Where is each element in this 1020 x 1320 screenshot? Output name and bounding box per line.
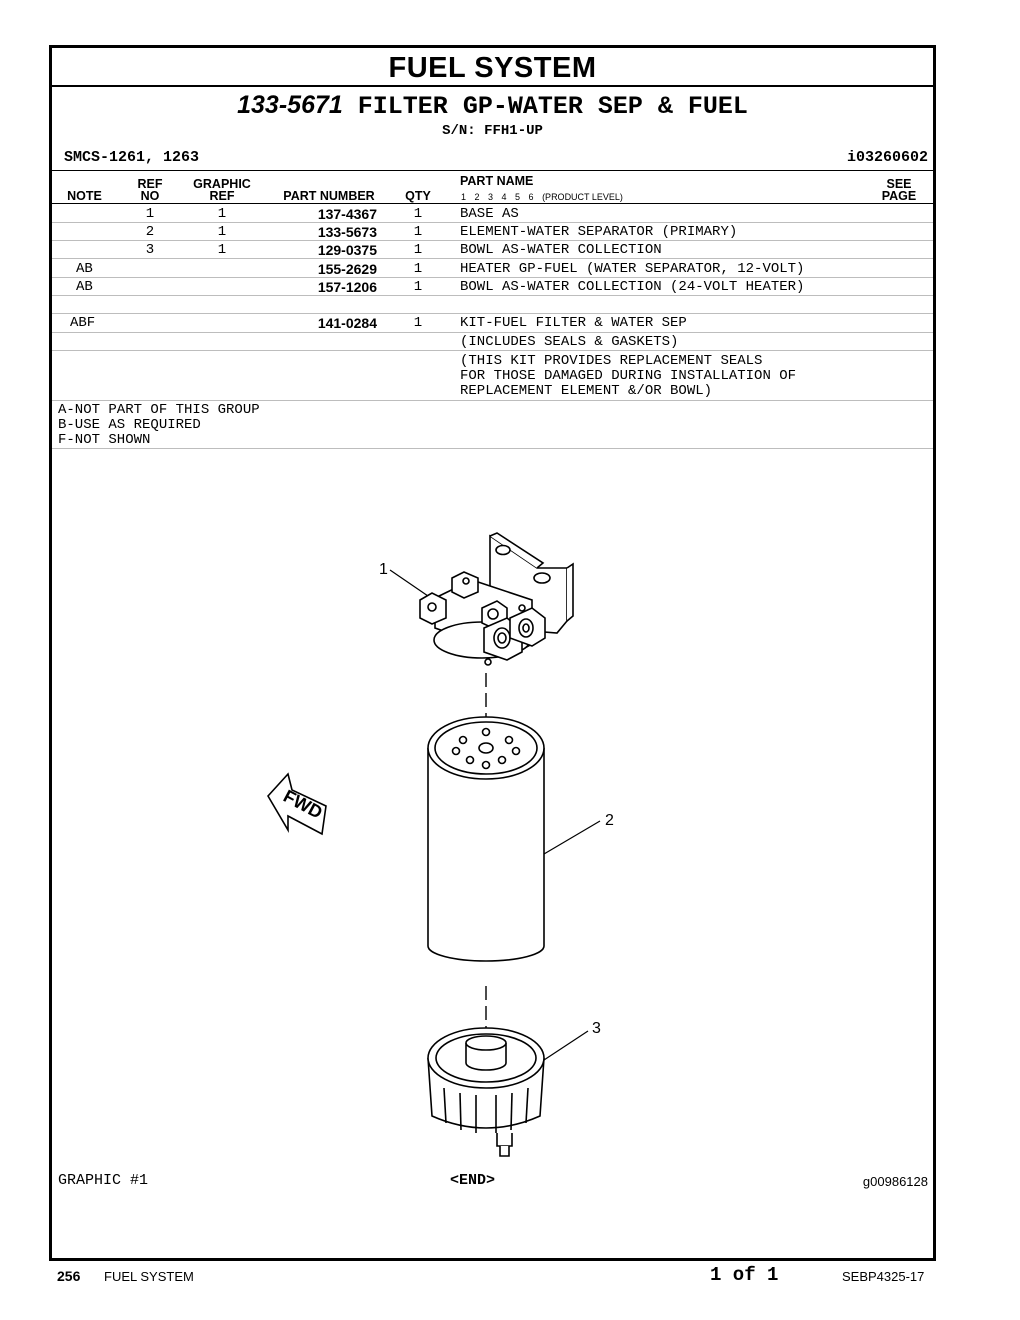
filter-element	[428, 717, 544, 961]
graphic-ref-header-1: GRAPHIC	[193, 177, 251, 191]
kit-comment: (INCLUDES SEALS & GASKETS)	[460, 334, 679, 350]
note-cell: AB	[76, 279, 93, 295]
footer-section: FUEL SYSTEM	[104, 1269, 194, 1284]
ref-no-cell: 2	[145, 224, 155, 240]
note-f: F-NOT SHOWN	[58, 432, 151, 448]
part-name-cell: KIT-FUEL FILTER & WATER SEP	[460, 315, 687, 331]
part-number-cell[interactable]: 129-0375	[317, 242, 377, 258]
part-number-cell[interactable]: 155-2629	[317, 261, 377, 277]
footer-document-number: SEBP4325-17	[842, 1269, 925, 1284]
fwd-label: FWD	[280, 785, 326, 823]
note-header: NOTE	[67, 189, 102, 203]
page-frame	[49, 45, 936, 1261]
graphic-ref-cell: 1	[217, 206, 227, 222]
qty-cell: 1	[413, 315, 423, 331]
callout-1-leader	[390, 570, 428, 596]
qty-cell: 1	[413, 242, 423, 258]
group-number[interactable]: 133-5671	[237, 91, 343, 119]
graphic-ref-header-2: REF	[209, 189, 235, 203]
note-a: A-NOT PART OF THIS GROUP	[58, 402, 260, 418]
ref-no-header-2: NO	[140, 189, 160, 203]
kit-comment-line: REPLACEMENT ELEMENT &/OR BOWL)	[460, 383, 713, 399]
smcs-codes: SMCS-1261, 1263	[64, 149, 200, 166]
graphic-number: g00986128	[862, 1174, 928, 1189]
illustration-id: i03260602	[846, 149, 928, 166]
part-name-cell: BASE AS	[460, 206, 519, 222]
graphic-ref-cell: 1	[217, 242, 227, 258]
footer-page-count: 1 of 1	[710, 1264, 779, 1286]
part-name-header: PART NAME	[460, 174, 534, 188]
callout-3: 3	[592, 1020, 601, 1037]
part-name-cell: HEATER GP-FUEL (WATER SEPARATOR, 12-VOLT)	[460, 261, 805, 277]
filter-illustration	[52, 48, 933, 1258]
collection-bowl	[428, 1028, 544, 1156]
callout-2: 2	[605, 812, 614, 829]
graphic-ref-cell: 1	[217, 224, 227, 240]
ref-no-cell: 1	[145, 206, 155, 222]
qty-cell: 1	[413, 279, 423, 295]
callout-1: 1	[379, 561, 388, 578]
see-page-header-1: SEE	[886, 177, 912, 191]
base-assembly	[420, 533, 573, 665]
section-title: FUEL SYSTEM	[52, 48, 933, 87]
end-label: <END>	[450, 1172, 496, 1189]
level-numbers: 1 2 3 4 5 6	[461, 192, 537, 202]
footer-page-number: 256	[57, 1268, 81, 1284]
see-page-header-2: PAGE	[881, 189, 917, 203]
graphic-label: GRAPHIC #1	[58, 1172, 149, 1189]
part-name-cell: BOWL AS-WATER COLLECTION (24-VOLT HEATER)	[460, 279, 805, 295]
group-name: FILTER GP-WATER SEP & FUEL	[357, 92, 748, 121]
qty-cell: 1	[413, 206, 423, 222]
part-number-cell[interactable]: 137-4367	[317, 206, 377, 222]
qty-header: QTY	[405, 189, 431, 203]
qty-cell: 1	[413, 224, 423, 240]
note-cell: ABF	[70, 315, 96, 331]
serial-range: S/N: FFH1-UP	[442, 123, 543, 139]
kit-comment-line: (THIS KIT PROVIDES REPLACEMENT SEALS	[460, 353, 763, 369]
part-number-cell[interactable]: 157-1206	[317, 279, 377, 295]
part-name-cell: ELEMENT-WATER SEPARATOR (PRIMARY)	[460, 224, 738, 240]
part-number-cell[interactable]: 141-0284	[317, 315, 377, 331]
part-name-cell: BOWL AS-WATER COLLECTION	[460, 242, 662, 258]
ref-no-header-1: REF	[137, 177, 163, 191]
qty-cell: 1	[413, 261, 423, 277]
callout-2-leader	[544, 821, 600, 854]
callout-3-leader	[544, 1031, 588, 1060]
part-number-header: PART NUMBER	[283, 189, 375, 203]
part-number-cell[interactable]: 133-5673	[317, 224, 377, 240]
product-level-label: (PRODUCT LEVEL)	[542, 192, 623, 202]
kit-comment-line: FOR THOSE DAMAGED DURING INSTALLATION OF	[460, 368, 797, 384]
note-b: B-USE AS REQUIRED	[58, 417, 201, 433]
fwd-arrow	[268, 774, 326, 834]
note-cell: AB	[76, 261, 93, 277]
ref-no-cell: 3	[145, 242, 155, 258]
